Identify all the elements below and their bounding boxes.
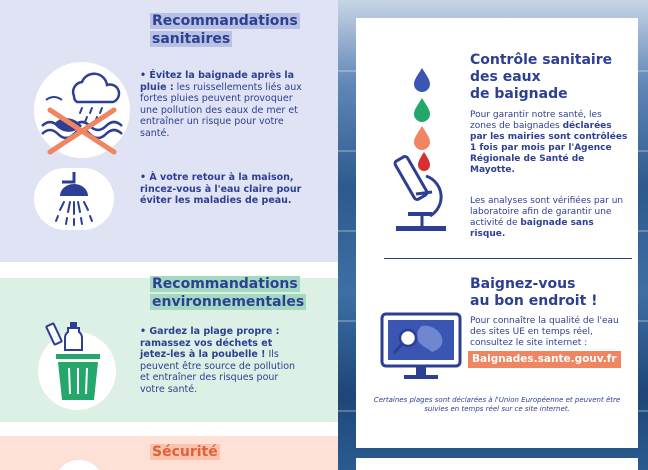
info-card-bottom <box>356 458 638 470</box>
swim-right-place-title: Baignez-vous au bon endroit ! <box>470 276 598 309</box>
footnote: Certaines plages sont déclarées à l'Union Européenne et peuvent être suivies en temps réel sur ce site internet. <box>373 396 621 413</box>
trash-bin-icon <box>36 318 118 414</box>
monitor-icon <box>380 312 464 384</box>
safety-title: Sécurité <box>152 444 218 460</box>
control-text: Pour garantir notre santé, les zones de baignades déclarées par les mairies sont contrôlées 1 fois par mois par l'Agence Régionale de Santé de Mayotte. <box>470 110 628 175</box>
sanitary-title: Recommandations sanitaires <box>152 13 298 47</box>
swim-right-place-text: Pour connaître la qualité de l'eau des sites UE en temps réel, consultez le site internet : <box>470 316 619 348</box>
no-swim-after-rain-icon <box>34 62 130 158</box>
rain-bullet: • Évitez la baignade après la pluie : les ruissellements liés aux fortes pluies peuvent provoquer une pollution des eaux de mer et entraîner un risque pour votre santé. <box>140 70 302 139</box>
divider <box>384 258 632 259</box>
analysis-text: Les analyses sont vérifiées par un laboratoire afin de garantir une activité de baignade sans risque. <box>470 196 624 239</box>
control-title: Contrôle sanitaire des eaux de baignade <box>470 52 613 102</box>
website-link[interactable]: Baignades.sante.gouv.fr <box>468 351 621 368</box>
rinse-bullet: • À votre retour à la maison, rincez-vous à l'eau claire pour éviter les maladies de peau. <box>140 172 302 206</box>
shower-icon <box>34 166 114 230</box>
environment-title: Recommandations environnementales <box>152 276 305 310</box>
clean-beach-bullet: • Gardez la plage propre : ramassez vos déchets et jetez-les à la poubelle ! Ils peuvent être source de pollution et entraîner des risques pour votre santé. <box>140 326 296 395</box>
microscope-icon <box>386 66 456 236</box>
